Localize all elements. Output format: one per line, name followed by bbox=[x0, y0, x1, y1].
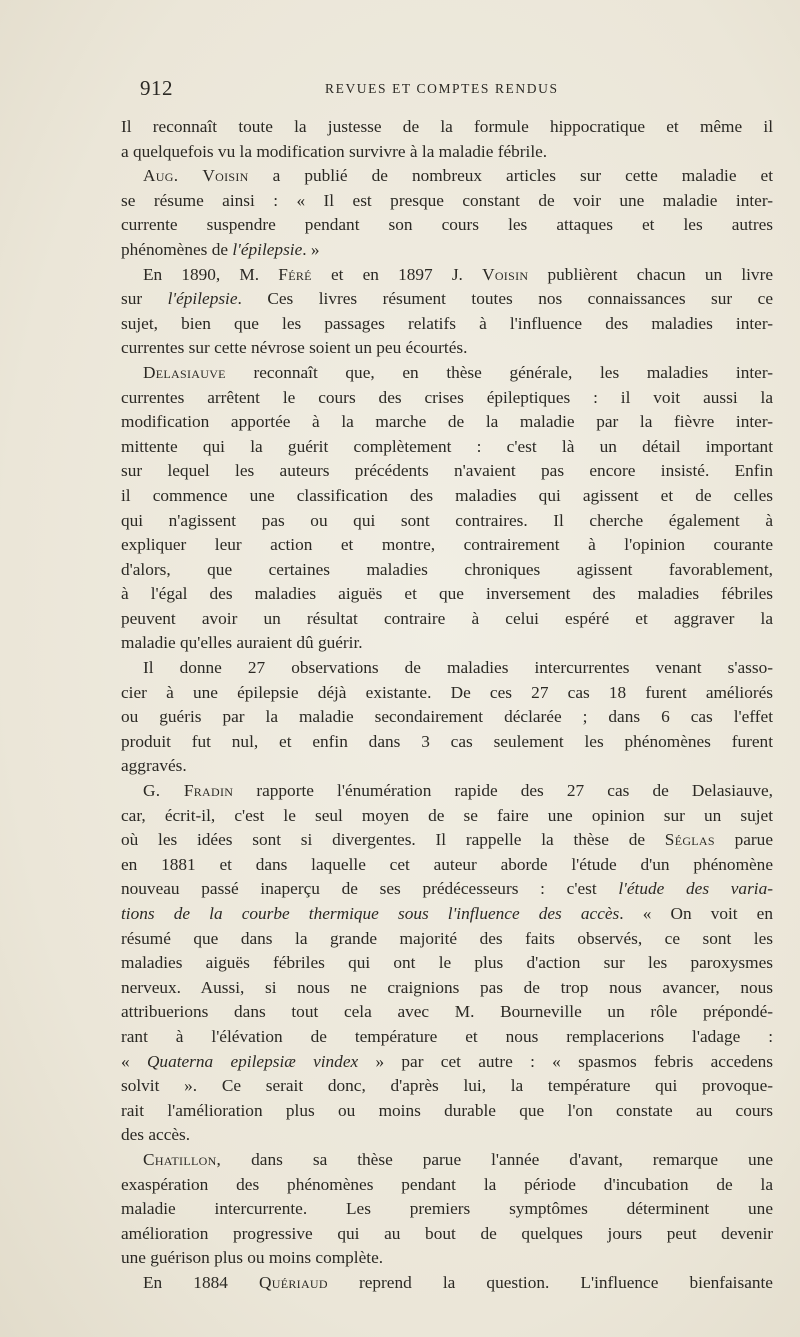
author-name: Delasiauve bbox=[143, 362, 226, 382]
text-line: maladies aiguës fébriles qui ont le plus d'action sur les paroxysmes bbox=[121, 953, 773, 973]
text-line: maladie qu'elles auraient dû guérir. bbox=[121, 633, 363, 653]
text-line: attribuerions dans tout cela avec M. Bourneville un rôle prépondé- bbox=[121, 1002, 773, 1022]
text-line: nerveux. Aussi, si nous ne craignions pas de trop nous avancer, nous bbox=[121, 977, 773, 997]
text-line: Delasiauve reconnaît que, en thèse générale, les maladies inter- bbox=[143, 362, 773, 382]
text-line: ou guéris par la maladie secondairement déclarée ; dans 6 cas l'effet bbox=[121, 707, 773, 727]
body-text bbox=[121, 115, 773, 1296]
text-line: mittente qui la guérit complètement : c'est là un détail important bbox=[121, 436, 773, 456]
author-name: Quériaud bbox=[258, 1272, 328, 1292]
text-line: qui n'agissent pas ou qui sont contraires. Il cherche également à bbox=[121, 510, 773, 530]
text-line: où les idées sont si divergentes. Il rappelle la thèse de Séglas parue bbox=[121, 830, 773, 850]
text-line: expliquer leur action et montre, contrairement à l'opinion courante bbox=[121, 535, 773, 555]
text-line: « Quaterna epilepsiæ vindex » par cet autre : « spasmos febris accedens bbox=[121, 1051, 773, 1071]
text-line: se résume ainsi : « Il est presque constant de voir une maladie inter- bbox=[121, 190, 773, 210]
text-line: rant à l'élévation de température et nous remplacerions l'adage : bbox=[121, 1026, 773, 1046]
text-line: cier à une épilepsie déjà existante. De ces 27 cas 18 furent améliorés bbox=[121, 682, 773, 702]
text-line: modification apportée à la marche de la maladie par la fièvre inter- bbox=[121, 412, 773, 432]
text-line: une guérison plus ou moins complète. bbox=[121, 1248, 384, 1268]
text-line: Chatillon, dans sa thèse parue l'année d'avant, remarque une bbox=[143, 1149, 773, 1169]
text-line: currentes sur cette névrose soient un peu écourtés. bbox=[121, 338, 468, 358]
text-line: Il reconnaît toute la justesse de la formule hippocratique et même il bbox=[121, 117, 773, 136]
text-line: rait l'amélioration plus ou moins durable que l'on constate au cours bbox=[121, 1100, 773, 1120]
text-line: d'alors, que certaines maladies chroniques agissent favorablement, bbox=[121, 559, 773, 579]
text-line: currentes arrêtent le cours des crises épileptiques : il voit aussi la bbox=[121, 387, 773, 407]
text-line: En 1884 Quériaud reprend la question. L'influence bienfaisante bbox=[143, 1272, 773, 1292]
text-line: maladie intercurrente. Les premiers symptômes déterminent une bbox=[121, 1199, 773, 1219]
text-line: a quelquefois vu la modification survivre à la maladie fébrile. bbox=[121, 141, 548, 161]
text-line: car, écrit-il, c'est le seul moyen de se faire une opinion sur un sujet bbox=[121, 805, 773, 825]
text-line: peuvent avoir un résultat contraire à celui espéré et aggraver la bbox=[121, 608, 773, 628]
author-name: G. Fradin bbox=[143, 781, 234, 801]
text-line: exaspération des phénomènes pendant la période d'incubation de la bbox=[121, 1174, 773, 1194]
text-line: des accès. bbox=[121, 1125, 191, 1145]
text-line: produit fut nul, et enfin dans 3 cas seulement les phénomènes furent bbox=[121, 731, 773, 751]
text-line: nouveau passé inaperçu de ses prédécesseurs : c'est l'étude des varia- bbox=[121, 879, 773, 899]
text-line: G. Fradin rapporte l'énumération rapide des 27 cas de Delasiauve, bbox=[143, 781, 773, 801]
text-line: il commence une classification des maladies qui agissent et de celles bbox=[121, 485, 773, 505]
text-line: sujet, bien que les passages relatifs à l'influence des maladies inter- bbox=[121, 313, 773, 333]
text-line: solvit ». Ce serait donc, d'après lui, la température qui provoque- bbox=[121, 1076, 773, 1096]
author-name: Aug. Voisin bbox=[143, 166, 249, 186]
text-line: Aug. Voisin a publié de nombreux articles sur cette maladie et bbox=[143, 166, 773, 186]
text-line: aggravés. bbox=[121, 756, 187, 776]
text-line: tions de la courbe thermique sous l'influence des accès. « On voit en bbox=[121, 904, 773, 923]
page-header bbox=[140, 76, 770, 102]
text-line: phénomènes de l'épilepsie. » bbox=[121, 239, 320, 259]
page-number: 912 bbox=[140, 76, 173, 100]
text-line: En 1890, M. Féré et en 1897 J. Voisin publièrent chacun un livre bbox=[143, 264, 773, 284]
text-line: sur lequel les auteurs précédents n'avaient pas encore insisté. Enfin bbox=[121, 461, 773, 481]
text-line: résumé que dans la grande majorité des faits observés, ce sont les bbox=[121, 928, 773, 948]
author-name: Chatillon, bbox=[143, 1149, 222, 1169]
text-line: currente suspendre pendant son cours les attaques et les autres bbox=[121, 215, 773, 235]
running-head: REVUES ET COMPTES RENDUS bbox=[325, 81, 559, 96]
text-line: Il donne 27 observations de maladies intercurrentes venant s'asso- bbox=[143, 658, 773, 678]
text-line: amélioration progressive qui au bout de quelques jours peut devenir bbox=[121, 1223, 773, 1243]
text-line: en 1881 et dans laquelle cet auteur aborde l'étude d'un phénomène bbox=[121, 854, 773, 874]
text-line: à l'égal des maladies aiguës et que inversement des maladies fébriles bbox=[121, 584, 773, 604]
text-line: sur l'épilepsie. Ces livres résument toutes nos connaissances sur ce bbox=[121, 289, 773, 309]
